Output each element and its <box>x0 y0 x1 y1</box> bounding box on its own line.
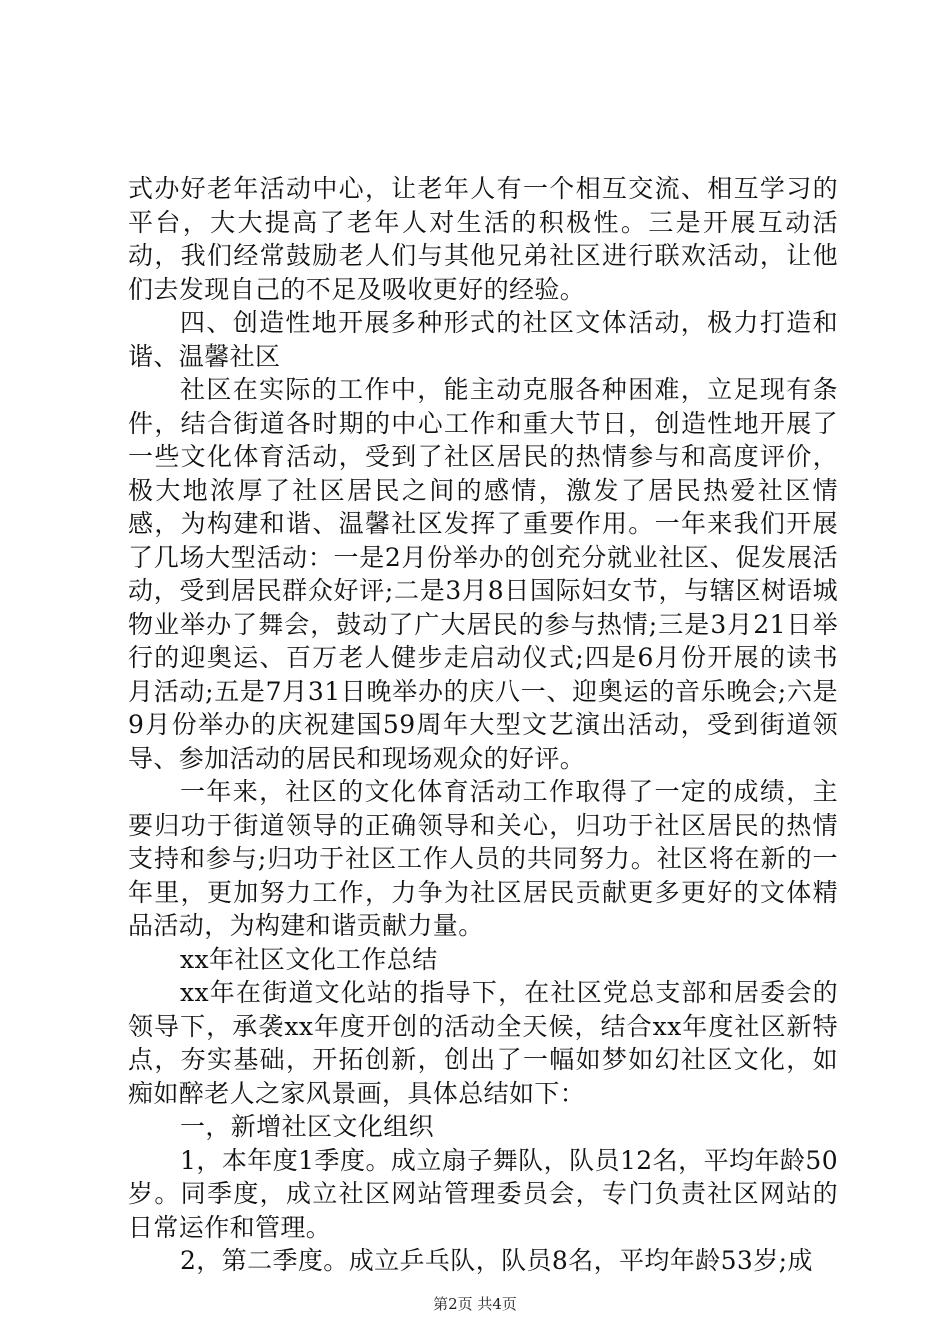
section-heading-1: 一，新增社区文化组织 <box>180 1112 435 1141</box>
list-item: 1，本年度1季度。成立扇子舞队，队员12名，平均年龄50岁。同季度，成立社区网站管理委员会，专门负责社区网站的日常运作和管理。 <box>128 1145 838 1242</box>
document-subtitle: xx年社区文化工作总结 <box>180 944 438 974</box>
paragraph-1: 式办好老年活动中心，让老年人有一个相互交流、相互学习的平台，大大提高了老年人对生活的积极性。三是开展互动活动，我们经常鼓励老人们与其他兄弟社区进行联欢活动，让他们去发现自己的不足及吸收更好的经验。 <box>128 174 838 304</box>
document-body <box>128 172 838 1278</box>
page-footer: 第2页 共4页 <box>433 1295 517 1313</box>
paragraph-6: xx年在街道文化站的指导下，在社区党总支部和居委会的领导下，承袭xx年度开创的活动全天候，结合xx年度社区新特点，夯实基础，开拓创新，创出了一幅如梦如幻社区文化，如痴如醉老人之家风景画，具体总结如下： <box>128 978 838 1108</box>
paragraph-3: 社区在实际的工作中，能主动克服各种困难，立足现有条件，结合街道各时期的中心工作和重大节日，创造性地开展了一些文化体育活动，受到了社区居民的热情参与和高度评价，极大地浓厚了社区居民之间的感情，激发了居民热爱社区情感，为构建和谐、温馨社区发挥了重要作用。一年来我们开展了几场大型活动：一是2月份举办的创充分就业社区、促发展活动，受到居民群众好评;二是3月8日国际妇女节，与辖区树语城物业举办了舞会，鼓动了广大居民的参与热情;三是3月21日举行的迎奥运、百万老人健步走启动仪式;四是6月份开展的读书月活动;五是7月31日晚举办的庆八一、迎奥运的音乐晚会;六是9月份举办的庆祝建国59周年大型文艺演出活动，受到街道领导、参加活动的居民和现场观众的好评。 <box>128 375 838 773</box>
paragraph-4: 一年来，社区的文化体育活动工作取得了一定的成绩，主要归功于街道领导的正确领导和关心，归功于社区居民的热情支持和参与;归功于社区工作人员的共同努力。社区将在新的一年里，更加努力工作，力争为社区居民贡献更多更好的文体精品活动，为构建和谐贡献力量。 <box>128 777 838 940</box>
list-item: 2，第二季度。成立乒乓队，队员8名，平均年龄53岁;成 <box>180 1246 813 1275</box>
section-heading-4: 四、创造性地开展多种形式的社区文体活动，极力打造和谐、温馨社区 <box>128 308 838 371</box>
